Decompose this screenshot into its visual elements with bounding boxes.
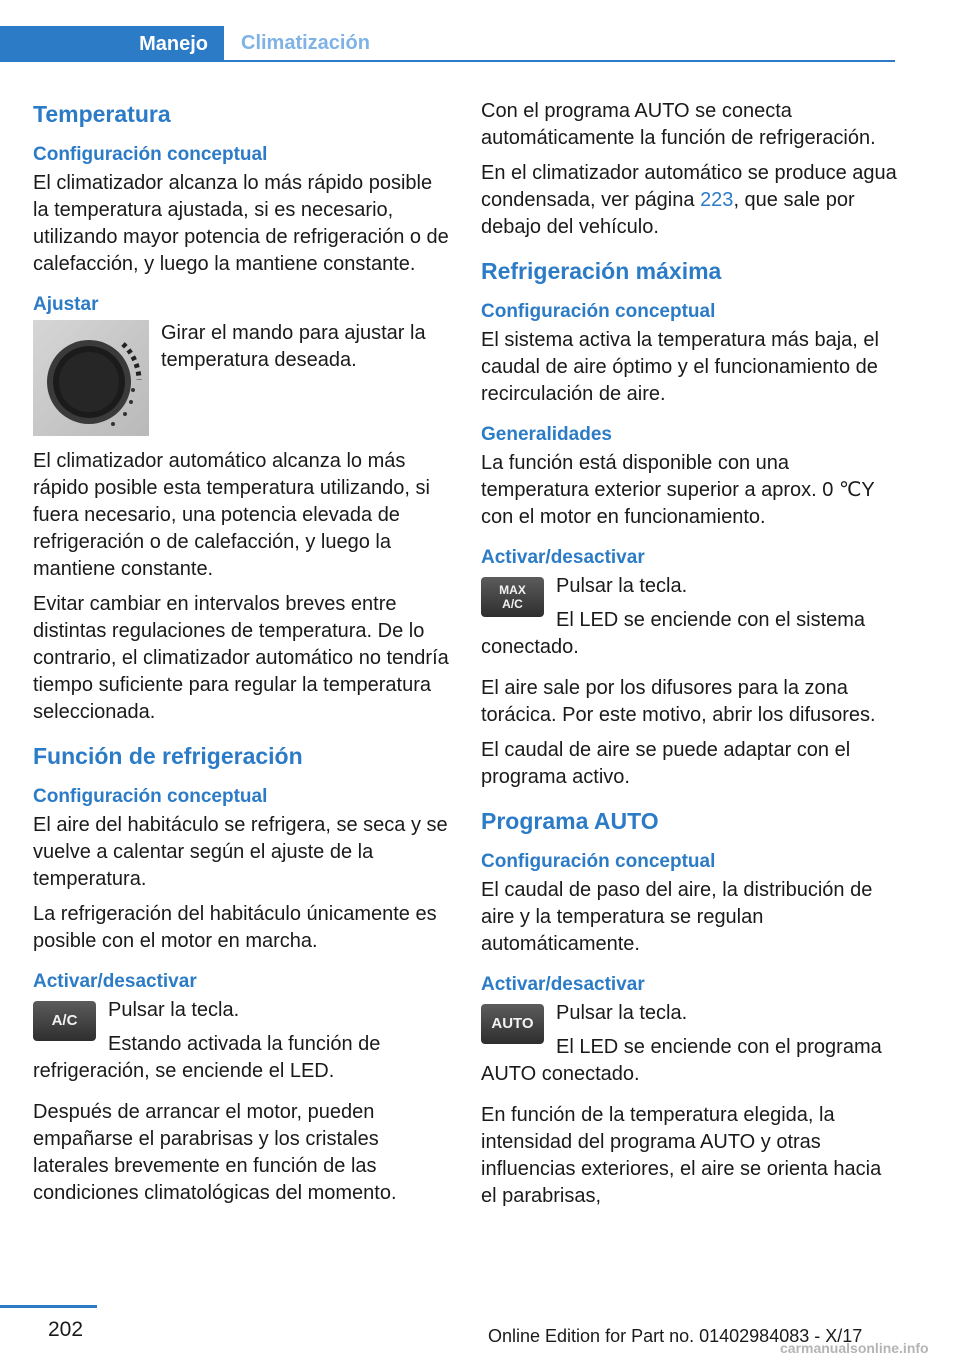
para-aire: El aire sale por los difusores para la zona torácica. Por este motivo, abrir los difusores. xyxy=(481,677,876,726)
footer-rule xyxy=(0,1305,97,1308)
heading-max: Refrigeración máxima xyxy=(481,258,722,284)
para-pulsar3: Pulsar la tecla. xyxy=(556,1002,688,1024)
para-auto1: El climatizador automático alcanza lo más rápido posible esta temperatura utilizando, si fuera necesario, una potencia elevada de refrigeración o de calefacción, y luego la mantiene constante. xyxy=(33,450,430,580)
para-agua-pre: En el climatizador automático se produce agua condensada, ver página xyxy=(481,162,897,211)
para-agua-post: , que sale por debajo del vehículo. xyxy=(481,189,855,238)
tab-climatizacion[interactable]: Climatización xyxy=(241,31,370,54)
heading-temperatura: Temperatura xyxy=(33,101,171,127)
subheading-activar3: Activar/desactivar xyxy=(481,974,645,995)
watermark: carmanualsonline.info xyxy=(780,1340,929,1356)
para-config4: El caudal de paso del aire, la distribución de aire y la temperatura se regulan automáticamente. xyxy=(481,879,873,955)
subheading-config3: Configuración conceptual xyxy=(481,301,716,322)
para-refrig: La refrigeración del habitáculo únicamente es posible con el motor en marcha. xyxy=(33,903,437,952)
tab-manejo[interactable]: Manejo xyxy=(0,26,224,62)
left-column xyxy=(33,98,451,1215)
para-evitar: Evitar cambiar en intervalos breves entre distintas regulaciones de temperatura. De lo contrario, el climatizador automático no tendría tiempo suficiente para regular la temperatura seleccionada. xyxy=(33,593,449,723)
para-general: La función está disponible con una temperatura exterior superior a aprox. 0 ℃Y con el motor en funcionamiento. xyxy=(481,452,875,528)
subheading-config2: Configuración conceptual xyxy=(33,786,268,807)
heading-funcion: Función de refrigeración xyxy=(33,743,303,769)
para-ajustar: Girar el mando para ajustar la temperatura deseada. xyxy=(161,322,426,371)
para-pulsar: Pulsar la tecla. xyxy=(108,999,240,1021)
para-led-auto: El LED se enciende con el programa AUTO conectado. xyxy=(481,1036,882,1085)
figure-knob-row xyxy=(33,320,451,436)
para-auto-prog: Con el programa AUTO se conecta automáticamente la función de refrigeración. xyxy=(481,100,876,149)
para-agua xyxy=(481,160,899,241)
page-link-223[interactable]: 223 xyxy=(700,189,734,211)
heading-auto: Programa AUTO xyxy=(481,808,659,834)
para-config2: El aire del habitáculo se refrigera, se seca y se vuelve a calentar según el ajuste de la temperatura. xyxy=(33,814,448,890)
max-key-line1: MAX xyxy=(499,583,526,597)
page-number: 202 xyxy=(48,1318,84,1341)
max-key-line2: A/C xyxy=(502,597,523,611)
subheading-activar: Activar/desactivar xyxy=(33,971,197,992)
para-config1: El climatizador alcanza lo más rápido posible la temperatura ajustada, si es necesario, utilizando mayor potencia de refrigeración o de calefacción, y luego la mantiene constante. xyxy=(33,172,449,275)
edition-note: Online Edition for Part no. 01402984083 - X/17 xyxy=(488,1326,863,1346)
para-config3: El sistema activa la temperatura más baja, el caudal de aire óptimo y el funcionamiento de recirculación de aire. xyxy=(481,329,879,405)
subheading-config1: Configuración conceptual xyxy=(33,144,268,165)
para-caudal: El caudal de aire se puede adaptar con el programa activo. xyxy=(481,739,851,788)
auto-key-image: AUTO xyxy=(481,1004,544,1044)
temperature-knob-image xyxy=(33,320,149,436)
ac-key-image: A/C xyxy=(33,1001,96,1041)
para-estando: Estando activada la función de refrigeración, se enciende el LED. xyxy=(33,1033,381,1082)
max-ac-key-image xyxy=(481,577,544,617)
right-column xyxy=(481,98,899,1218)
para-despues: Después de arrancar el motor, pueden empañarse el parabrisas y los cristales laterales brevemente en función de las condiciones climatológicas del momento. xyxy=(33,1101,397,1204)
para-pulsar2: Pulsar la tecla. xyxy=(556,575,688,597)
subheading-ajustar: Ajustar xyxy=(33,294,99,315)
subheading-config4: Configuración conceptual xyxy=(481,851,716,872)
subheading-general: Generalidades xyxy=(481,424,612,445)
para-led-max: El LED se enciende con el sistema conectado. xyxy=(481,609,866,658)
subheading-activar2: Activar/desactivar xyxy=(481,547,645,568)
header-rule xyxy=(0,60,895,62)
section-tabbar xyxy=(0,26,895,62)
para-funcion: En función de la temperatura elegida, la intensidad del programa AUTO y otras influencias exteriores, el aire se orienta hacia el parabrisas, xyxy=(481,1104,882,1207)
